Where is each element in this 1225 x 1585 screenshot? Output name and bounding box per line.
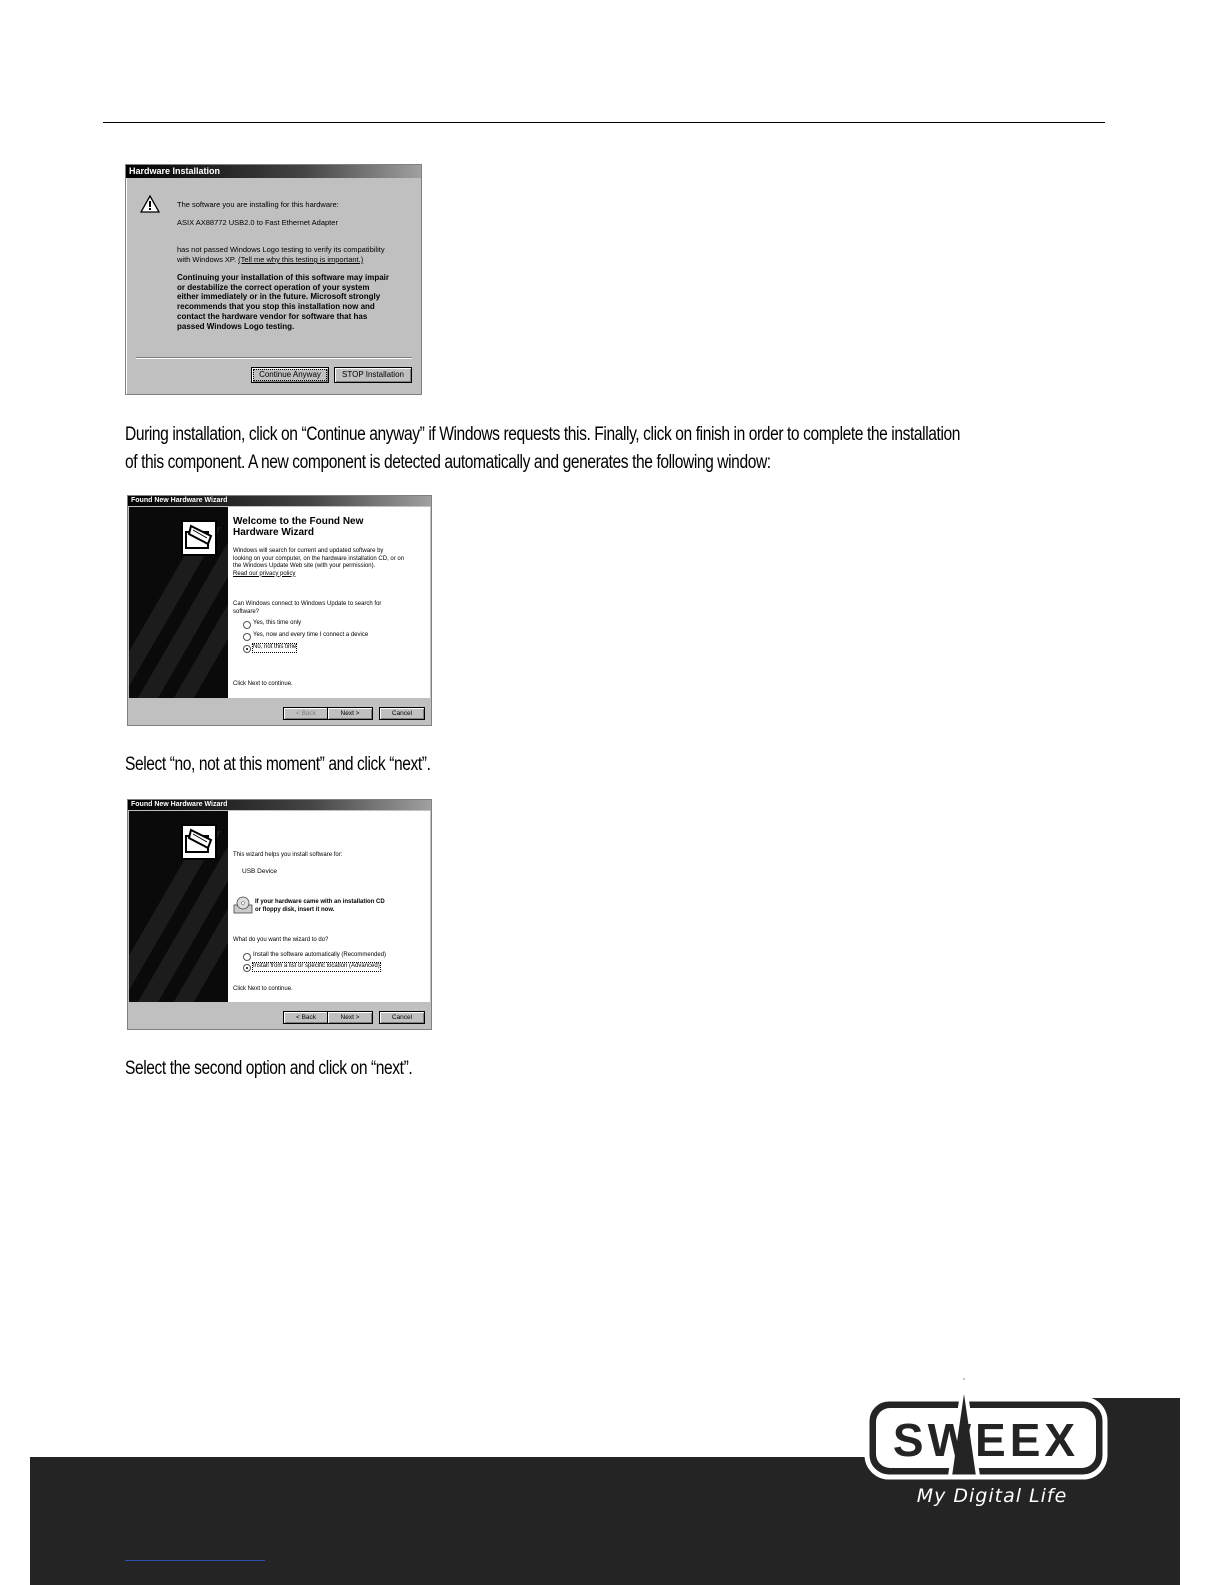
device-name: USB Device [242, 868, 278, 875]
warning-line: passed Windows Logo testing. [177, 321, 295, 331]
cd-icon [233, 896, 253, 919]
warning-line: recommends that you stop this installation now and [177, 302, 375, 312]
radio-button[interactable] [243, 633, 251, 641]
wizard-heading [233, 516, 363, 538]
radio-label: No, not this time [253, 644, 297, 650]
radio-button[interactable] [243, 621, 251, 629]
dialog-line3b-row [177, 255, 363, 265]
radio-button-selected[interactable] [243, 964, 251, 972]
device-name: ASIX AX88772 USB2.0 to Fast Ethernet Adapter [177, 218, 338, 227]
wizard-heading-line2: Hardware Wizard [233, 527, 315, 538]
radio-label: Yes, now and every time I connect a device [253, 632, 369, 638]
dialog-line1: The software you are installing for this hardware: [177, 200, 339, 209]
cd-line: or floppy disk, insert it now. [255, 906, 335, 913]
wizard-question [233, 601, 381, 616]
footer-link-line [125, 1560, 265, 1561]
warning-line: or destabilize the correct operation of your system [177, 282, 370, 292]
wizard-intro: This wizard helps you install software for: [233, 852, 343, 858]
wizard-content-panel [228, 811, 430, 1002]
wizard-heading-line1: Welcome to the Found New [233, 516, 364, 527]
privacy-policy-link[interactable]: Read our privacy policy [233, 570, 296, 577]
back-button[interactable]: < Back [283, 1011, 329, 1024]
next-button[interactable]: Next > [327, 707, 373, 720]
warning-line: Continuing your installation of this software may impair [177, 273, 390, 282]
instruction-para-1-line2: of this component. A new component is detected automatically and generates the following window: [125, 452, 771, 473]
hardware-wizard-icon [181, 824, 217, 860]
testing-link[interactable]: (Tell me why this testing is important.) [238, 255, 364, 264]
warning-text [177, 273, 389, 331]
desc-line: looking on your computer, on the hardware installation CD, or on [233, 555, 405, 562]
found-new-hardware-wizard-1 [127, 495, 432, 726]
wizard-side-panel [129, 507, 228, 698]
wizard-description [233, 548, 404, 578]
radio-button-selected[interactable] [243, 645, 251, 653]
sweex-logo [862, 1372, 1110, 1522]
cancel-button[interactable]: Cancel [379, 707, 425, 720]
wizard-content-panel [228, 507, 430, 698]
dialog-separator [136, 357, 412, 359]
continue-anyway-button[interactable]: Continue Anyway [251, 367, 329, 383]
desc-line: the Windows Update Web site (with your permission). [233, 563, 376, 569]
question-line: software? [233, 608, 260, 615]
question-line: Can Windows connect to Windows Update to search for [233, 601, 382, 607]
warning-icon [140, 195, 160, 218]
radio-button[interactable] [243, 953, 251, 961]
found-new-hardware-wizard-2 [127, 799, 432, 1030]
dialog-line3b: with Windows XP. [177, 255, 237, 264]
cd-line: If your hardware came with an installation CD [255, 899, 385, 905]
cancel-button[interactable]: Cancel [379, 1011, 425, 1024]
instruction-para-2: Select “no, not at this moment” and click “next”. [125, 754, 431, 775]
dialog-title: Hardware Installation [126, 165, 421, 178]
click-next-text: Click Next to continue. [233, 986, 293, 992]
warning-line: contact the hardware vendor for software that has [177, 311, 368, 321]
wizard-title: Found New Hardware Wizard [128, 496, 431, 506]
desc-line: Windows will search for current and updated software by [233, 548, 384, 554]
next-button[interactable]: Next > [327, 1011, 373, 1024]
hardware-installation-dialog [125, 164, 422, 395]
stop-installation-button[interactable]: STOP Installation [334, 367, 412, 383]
instruction-para-3: Select the second option and click on “next”. [125, 1058, 413, 1079]
radio-label: Yes, this time only [253, 620, 302, 626]
instruction-para-1-line1: During installation, click on “Continue anyway” if Windows requests this. Finally, click on finish in order to complete the installation [125, 424, 961, 445]
radio-label: Install the software automatically (Recommended) [253, 952, 387, 958]
warning-line: either immediately or in the future. Microsoft strongly [177, 292, 381, 302]
radio-label: Install from a list or specific location (Advanced) [253, 963, 380, 969]
wizard-question: What do you want the wizard to do? [233, 937, 329, 943]
dialog-line3a: has not passed Windows Logo testing to verify its compatibility [177, 245, 385, 254]
back-button[interactable]: < Back [283, 707, 329, 720]
click-next-text: Click Next to continue. [233, 681, 293, 687]
header-rule [103, 122, 1105, 123]
logo-tagline: My Digital Life [916, 1485, 1068, 1507]
cd-instruction [255, 899, 385, 914]
hardware-wizard-icon [181, 520, 217, 556]
wizard-title: Found New Hardware Wizard [128, 800, 431, 810]
wizard-side-panel [129, 811, 228, 1002]
logo-brand: SWEEX [892, 1414, 1080, 1466]
